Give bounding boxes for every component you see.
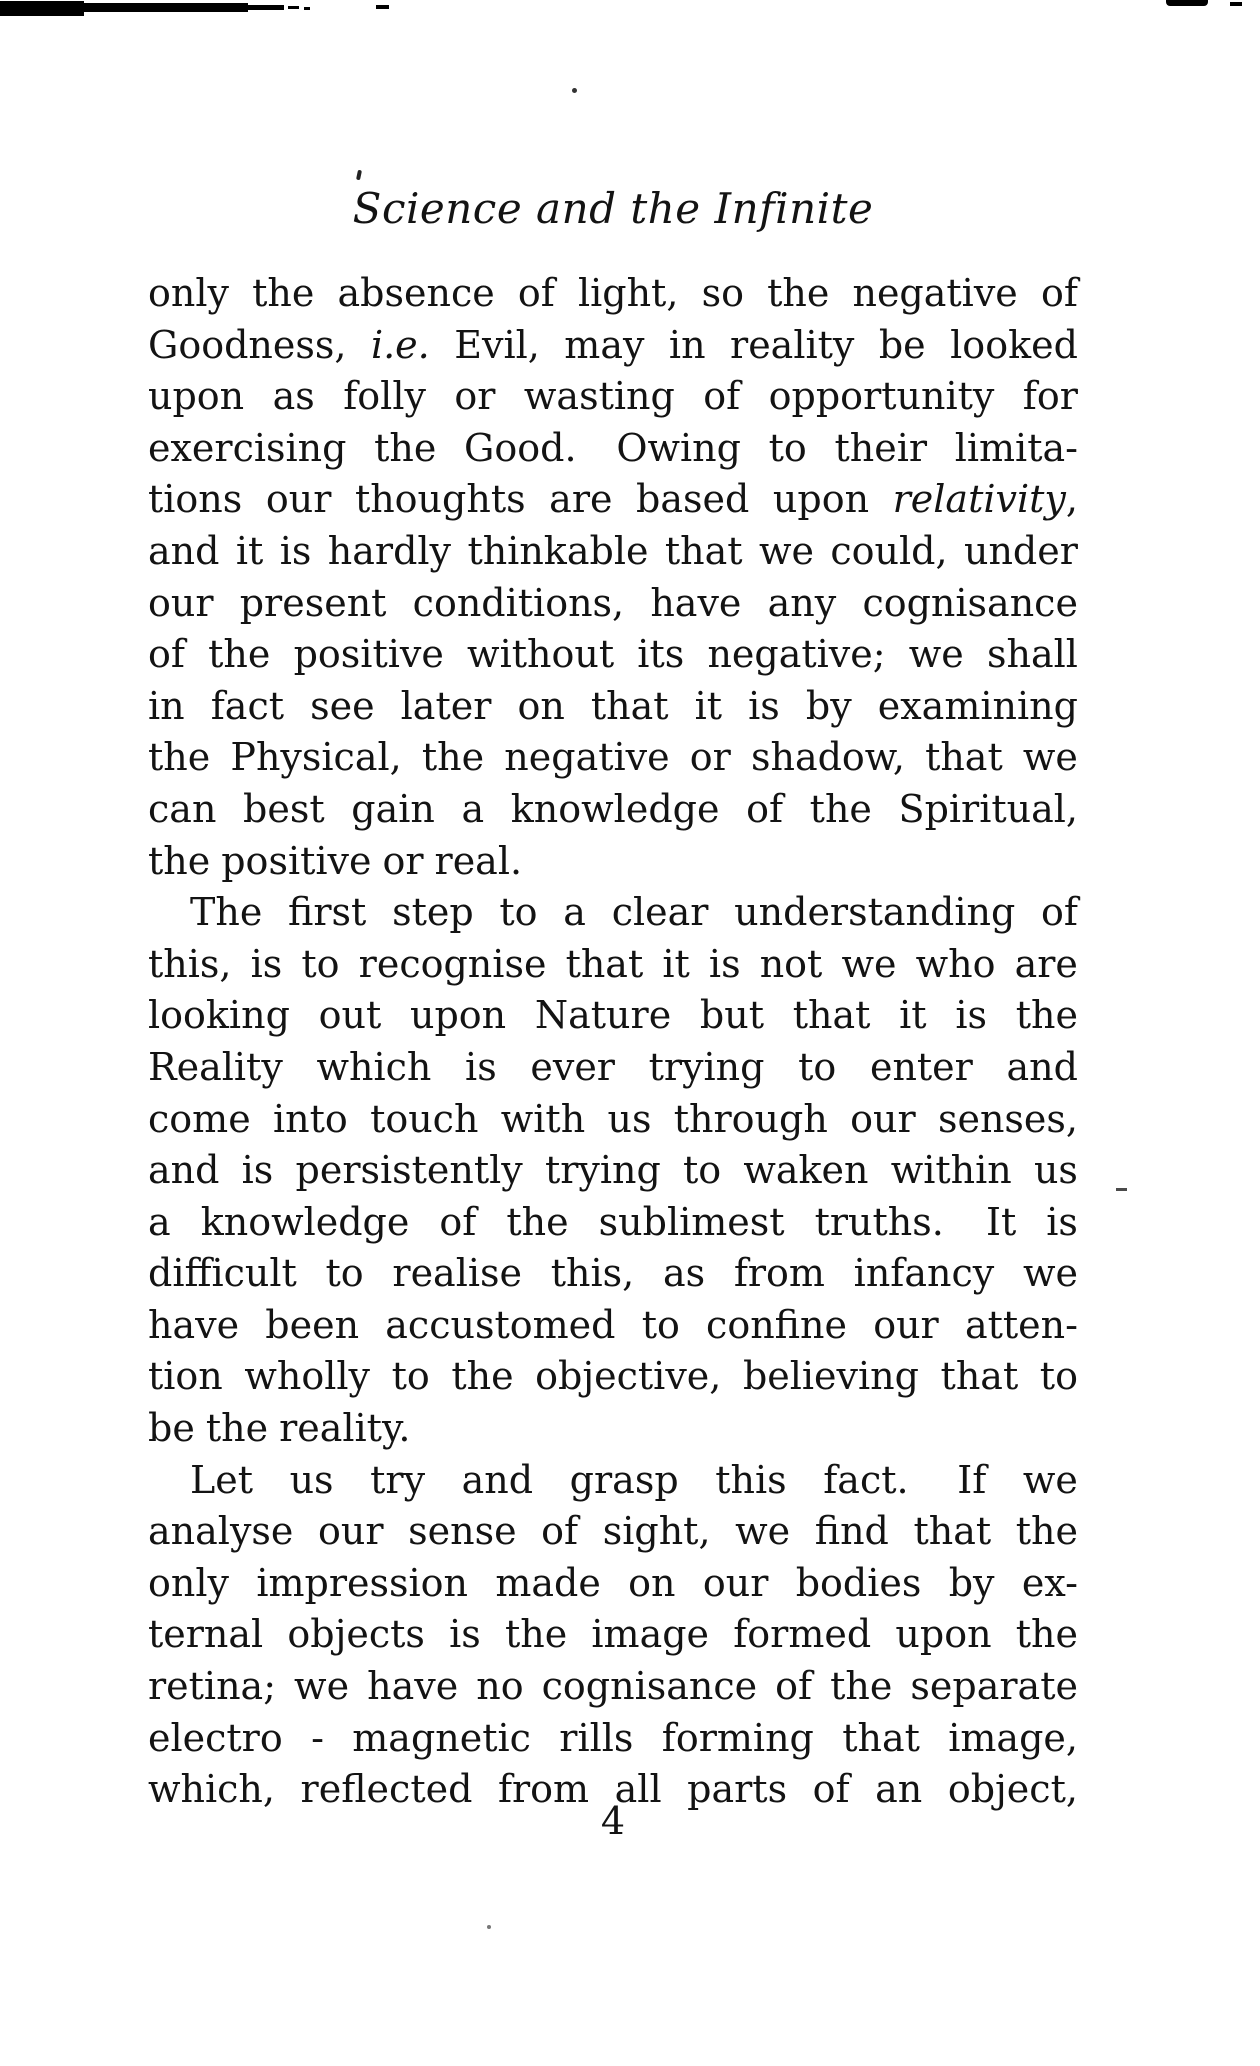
word: clear <box>611 890 709 935</box>
word: Owing <box>616 425 741 470</box>
word: only <box>148 1560 229 1605</box>
word: not <box>759 941 823 986</box>
word: that <box>590 683 669 728</box>
word: been <box>265 1302 360 1347</box>
word: Spiritual, <box>898 786 1078 831</box>
word: shall <box>986 632 1078 677</box>
word: is <box>748 683 780 728</box>
word: image <box>591 1612 710 1657</box>
word: touch <box>370 1096 479 1141</box>
word: the <box>1015 1612 1078 1657</box>
word: folly <box>343 374 426 419</box>
word: first <box>288 890 367 935</box>
word: Physical, <box>230 735 402 780</box>
word: fact <box>210 683 284 728</box>
word: its <box>637 632 685 677</box>
word: see <box>310 683 375 728</box>
word: trying <box>544 1148 661 1193</box>
word: upon <box>772 477 870 522</box>
word: fact. <box>823 1457 921 1502</box>
word: upon <box>895 1612 992 1657</box>
word: bodies <box>795 1560 922 1605</box>
word: to <box>798 1044 837 1089</box>
word: of <box>517 271 555 315</box>
word: to <box>301 941 340 986</box>
word: reality <box>730 322 855 367</box>
word: it <box>694 683 723 728</box>
word: sublimest <box>598 1199 785 1244</box>
text-line <box>148 1145 1078 1197</box>
scan-artifact-dot <box>572 88 577 93</box>
word: Good. <box>464 425 589 470</box>
word: to <box>683 1148 722 1193</box>
word: hardly <box>327 528 452 573</box>
word: or <box>454 374 496 419</box>
word: we <box>758 528 814 573</box>
word: into <box>272 1096 348 1141</box>
word: ex- <box>1021 1560 1078 1605</box>
word: on <box>628 1560 676 1605</box>
word: have <box>367 1664 459 1709</box>
word: the <box>451 1354 514 1399</box>
word: so <box>701 271 744 315</box>
word: Nature <box>534 993 672 1038</box>
word: looking <box>148 993 290 1038</box>
word: for <box>1022 374 1078 419</box>
word: find <box>814 1509 889 1554</box>
word: knowledge <box>200 1199 410 1244</box>
word: limita- <box>954 425 1078 470</box>
word: objects <box>287 1612 425 1657</box>
text-line <box>148 1506 1078 1558</box>
text-line <box>148 784 1078 836</box>
scan-artifact-tick <box>288 6 299 9</box>
word: is <box>279 528 312 573</box>
text-line <box>148 371 1078 423</box>
word: in <box>668 322 706 367</box>
word: our <box>148 580 214 625</box>
word: the <box>506 1199 569 1244</box>
word: only <box>148 271 229 315</box>
word: that <box>913 1509 992 1554</box>
word: we <box>841 941 897 986</box>
word: that <box>792 993 871 1038</box>
word: gain <box>351 786 435 831</box>
word: is <box>449 1612 481 1657</box>
word: from <box>733 1251 825 1296</box>
word: reflected <box>300 1767 473 1812</box>
word: to <box>391 1354 430 1399</box>
word: who <box>915 941 996 986</box>
scan-artifact-bar <box>244 5 284 10</box>
word: come <box>148 1096 251 1141</box>
word: a <box>563 890 586 935</box>
word: believing <box>742 1354 919 1399</box>
word: The <box>190 890 263 935</box>
word: a <box>148 1199 171 1244</box>
word: without <box>467 632 615 677</box>
word: ternal <box>148 1612 264 1657</box>
word: of <box>541 1509 579 1554</box>
text-line <box>148 732 1078 784</box>
word: is <box>708 941 741 986</box>
word: of <box>1040 271 1078 315</box>
word: is <box>250 941 283 986</box>
text-line <box>148 1609 1078 1661</box>
word: which, <box>148 1767 275 1812</box>
word: upon <box>409 993 507 1038</box>
word: Evil, <box>454 322 540 367</box>
scan-artifact-corner <box>1230 2 1242 6</box>
word: we <box>1022 1251 1078 1296</box>
word: by <box>948 1560 995 1605</box>
page-number: 4 <box>600 1799 626 1843</box>
scan-artifact-tick <box>304 7 310 10</box>
text-line <box>148 681 1078 733</box>
word: this, <box>550 1251 635 1296</box>
word: of <box>775 1664 813 1709</box>
word: within <box>890 1148 1012 1193</box>
word: best <box>243 786 325 831</box>
word: try <box>370 1457 426 1502</box>
word: us <box>607 1096 652 1141</box>
word: trying <box>648 1044 765 1089</box>
text-line <box>148 1300 1078 1352</box>
word: grasp <box>569 1457 679 1502</box>
word: cognisance <box>862 580 1078 625</box>
word: the <box>504 1612 568 1657</box>
word: the <box>809 786 872 831</box>
word: an <box>875 1767 923 1812</box>
word: objective, <box>535 1354 722 1399</box>
word: our <box>318 1509 384 1554</box>
word: the <box>148 838 211 883</box>
word: of <box>746 786 784 831</box>
word: and <box>148 1148 220 1193</box>
word: reality. <box>279 1406 411 1451</box>
word: negative <box>504 735 670 780</box>
text-line <box>148 1042 1078 1094</box>
word: wholly <box>244 1354 371 1399</box>
word: which <box>316 1044 432 1089</box>
text-line <box>148 1351 1078 1403</box>
word: may <box>564 322 645 367</box>
word: we <box>735 1509 791 1554</box>
word: opportunity <box>768 374 995 419</box>
word: persistently <box>295 1148 523 1193</box>
word: can <box>148 786 217 831</box>
word: cognisance <box>541 1664 758 1709</box>
word: Goodness, <box>148 322 347 367</box>
word: that <box>565 941 644 986</box>
word: their <box>834 425 928 470</box>
word: accustomed <box>385 1302 616 1347</box>
word: conditions, <box>412 580 625 625</box>
text-line <box>148 1661 1078 1713</box>
word: looked <box>950 322 1078 367</box>
word: to <box>499 890 538 935</box>
scan-artifact-dot <box>487 1925 491 1929</box>
word: of <box>148 632 185 677</box>
word: If <box>957 1457 987 1502</box>
word: to <box>641 1302 680 1347</box>
text-line <box>148 1094 1078 1146</box>
word: us <box>289 1457 334 1502</box>
word: shadow, <box>750 735 905 780</box>
text-line <box>148 268 1078 320</box>
word: by <box>805 683 852 728</box>
word: i.e. <box>370 322 430 367</box>
word: realise <box>392 1251 523 1296</box>
scan-artifact-tick <box>376 5 389 9</box>
word: this <box>715 1457 787 1502</box>
word: ever <box>530 1044 615 1089</box>
word: it <box>662 941 690 986</box>
text-line <box>148 836 1078 888</box>
word: through <box>673 1096 828 1141</box>
word: it <box>899 993 927 1038</box>
word: tions <box>148 477 243 522</box>
word: analyse <box>148 1509 294 1554</box>
word: the <box>1015 993 1078 1038</box>
word: - <box>311 1715 324 1760</box>
word: is <box>1046 1199 1078 1244</box>
word: any <box>767 580 837 625</box>
word: image, <box>948 1715 1078 1760</box>
scan-artifact-bar <box>70 3 248 12</box>
word: magnetic <box>352 1715 531 1760</box>
text-line <box>148 474 1078 526</box>
word: have <box>148 1302 240 1347</box>
word: real. <box>434 838 523 883</box>
word: exercising <box>148 425 347 470</box>
word: all <box>614 1767 662 1812</box>
word: tion <box>148 1354 223 1399</box>
word: from <box>497 1767 590 1812</box>
word: that <box>664 528 743 573</box>
word: be <box>148 1406 195 1451</box>
word: sense <box>408 1509 517 1554</box>
word: of <box>812 1767 850 1812</box>
text-line <box>148 1455 1078 1507</box>
text-line <box>148 887 1078 939</box>
word: upon <box>148 374 245 419</box>
word: wasting <box>523 374 675 419</box>
word: thinkable <box>467 528 649 573</box>
word: impression <box>256 1560 468 1605</box>
word: be <box>878 322 926 367</box>
word: present <box>239 580 387 625</box>
word: rills <box>559 1715 634 1760</box>
word: that <box>842 1715 920 1760</box>
word: that <box>925 735 1003 780</box>
word: truths. <box>814 1199 956 1244</box>
word: based <box>636 477 750 522</box>
word: as <box>272 374 315 419</box>
word: us <box>1033 1148 1078 1193</box>
text-line <box>148 1558 1078 1610</box>
word: positive <box>221 838 372 883</box>
word: to <box>768 425 807 470</box>
text-line <box>148 939 1078 991</box>
scan-artifact-corner <box>1166 0 1208 6</box>
text-line <box>148 423 1078 475</box>
word: It <box>985 1199 1017 1244</box>
word: forming <box>661 1715 814 1760</box>
word: are <box>1014 941 1078 986</box>
word: formed <box>733 1612 872 1657</box>
word: the <box>1015 1509 1078 1554</box>
word: as <box>662 1251 706 1296</box>
word: no <box>476 1664 524 1709</box>
text-line <box>148 1248 1078 1300</box>
word: knowledge <box>510 786 720 831</box>
word: we <box>1022 735 1078 780</box>
word: are <box>549 477 613 522</box>
word: we <box>294 1664 350 1709</box>
word: later <box>400 683 492 728</box>
word: our <box>873 1302 939 1347</box>
word: in <box>148 683 185 728</box>
word: our <box>850 1096 916 1141</box>
word: enter <box>869 1044 973 1089</box>
word: absence <box>337 271 495 315</box>
word: sight, <box>602 1509 711 1554</box>
word: object, <box>947 1767 1078 1812</box>
word: of <box>1041 890 1078 935</box>
word: light, <box>577 271 679 315</box>
word: difficult <box>148 1251 297 1296</box>
word: the <box>421 735 485 780</box>
word: but <box>699 993 764 1038</box>
word: could, <box>830 528 948 573</box>
word: the <box>205 1406 269 1451</box>
word: that <box>940 1354 1019 1399</box>
word: made <box>495 1560 601 1605</box>
word: examining <box>877 683 1078 728</box>
word: and <box>461 1457 534 1502</box>
word: have <box>650 580 742 625</box>
word: we <box>1022 1457 1078 1502</box>
word: on <box>517 683 565 728</box>
word: and <box>1006 1044 1078 1089</box>
word: of <box>703 374 741 419</box>
word: this, <box>148 941 232 986</box>
word: infancy <box>853 1251 995 1296</box>
word: separate <box>910 1664 1078 1709</box>
word: negative; <box>707 632 886 677</box>
word: the <box>374 425 437 470</box>
word: to <box>1039 1354 1078 1399</box>
word: or <box>382 838 424 883</box>
word: with <box>500 1096 586 1141</box>
word: to <box>325 1251 364 1296</box>
word: the <box>148 735 211 780</box>
word: out <box>318 993 382 1038</box>
word: relativity, <box>892 477 1078 522</box>
word: a <box>461 786 485 831</box>
word: atten- <box>964 1302 1078 1347</box>
text-line <box>148 629 1078 681</box>
word: is <box>241 1148 274 1193</box>
word: is <box>955 993 987 1038</box>
word: Reality <box>148 1044 283 1089</box>
word: negative <box>852 271 1018 315</box>
word: our <box>702 1560 769 1605</box>
word: step <box>392 890 474 935</box>
word: our <box>265 477 332 522</box>
word: understanding <box>734 890 1016 935</box>
word: parts <box>687 1767 788 1812</box>
word: is <box>465 1044 497 1089</box>
word: and <box>148 528 220 573</box>
word: under <box>963 528 1078 573</box>
word: electro <box>148 1715 283 1760</box>
word: the <box>252 271 315 315</box>
word: senses, <box>937 1096 1078 1141</box>
text-line <box>148 526 1078 578</box>
scan-artifact-speck <box>356 170 362 181</box>
word: of <box>439 1199 477 1244</box>
text-line <box>148 990 1078 1042</box>
word: recognise <box>358 941 547 986</box>
word: or <box>689 735 731 780</box>
text-line <box>148 1713 1078 1765</box>
word: it <box>235 528 264 573</box>
page-title: Science and the Infinite <box>352 184 874 233</box>
word: positive <box>293 632 444 677</box>
word: the <box>208 632 271 677</box>
word: waken <box>743 1148 869 1193</box>
word: the <box>767 271 830 315</box>
word: thoughts <box>354 477 526 522</box>
word: confine <box>706 1302 847 1347</box>
word: the <box>830 1664 893 1709</box>
text-line <box>148 1403 1078 1455</box>
word: retina; <box>148 1664 277 1709</box>
scan-artifact-dash <box>1116 1188 1127 1191</box>
text-line <box>148 1197 1078 1249</box>
text-line <box>148 320 1078 372</box>
body-text <box>148 268 1078 1816</box>
word: we <box>908 632 964 677</box>
text-line <box>148 578 1078 630</box>
word: Let <box>190 1457 253 1502</box>
